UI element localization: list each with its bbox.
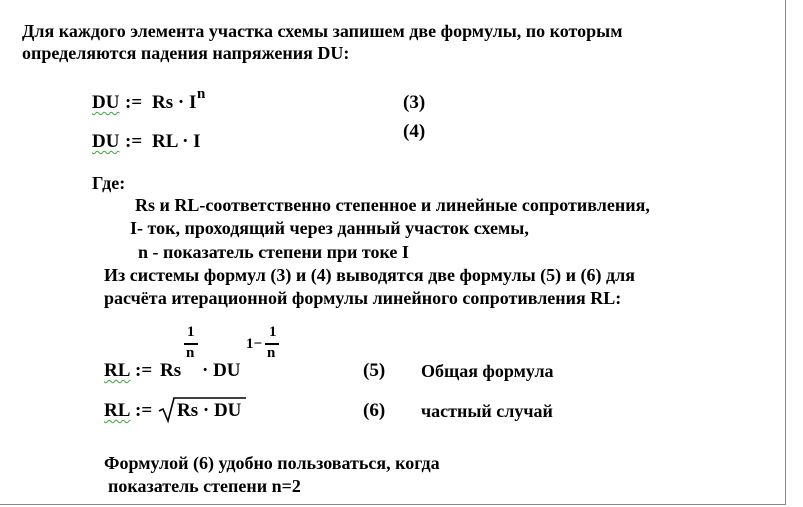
eq5-exp1-denominator: n <box>186 345 195 361</box>
eq6-assign: := <box>135 400 153 421</box>
eq5-assign: := <box>135 360 153 381</box>
eq3-number: (3) <box>403 92 426 113</box>
eq4-lhs[interactable]: DU <box>92 131 120 152</box>
eq6-note: частный случай <box>421 401 553 421</box>
eq3-exponent: n <box>197 86 206 102</box>
eq6-radicand: Rs · DU <box>177 400 242 421</box>
where-line-2: I- ток, проходящий через данный участок схемы, <box>130 218 529 238</box>
eq6-number: (6) <box>363 400 386 421</box>
eq3-lhs[interactable]: DU <box>92 92 120 113</box>
eq5-base: Rs <box>160 360 182 381</box>
derive-line-2: расчёта итерационной формулы линейного сопротивления RL: <box>104 288 622 308</box>
eq5-note: Общая формула <box>421 361 554 381</box>
eq5-number: (5) <box>363 360 386 381</box>
eq4-assign: := <box>125 131 143 152</box>
eq5-mid: · DU <box>202 360 241 381</box>
eq5-exp2-prefix: 1− <box>246 336 263 352</box>
eq5-exp2-numerator: 1 <box>269 324 277 340</box>
where-line-1: Rs и RL-соответственно степенное и линейные сопротивления, <box>135 195 650 215</box>
conclusion-line-1: Формулой (6) удобно пользоваться, когда <box>104 453 440 473</box>
eq5-exp2-denominator: n <box>267 345 276 361</box>
where-line-3: n - показатель степени при токе I <box>138 242 409 262</box>
eq4-number: (4) <box>403 121 426 142</box>
eq4-rhs: RL · I <box>152 131 201 152</box>
eq5-exp1-numerator: 1 <box>187 324 195 340</box>
intro-line-1: Для каждого элемента участка схемы запишем две формулы, по которым <box>22 21 623 41</box>
eq6-lhs[interactable]: RL <box>104 400 131 421</box>
derive-line-1: Из системы формул (3) и (4) выводятся две формулы (5) и (6) для <box>104 265 635 285</box>
eq5-lhs[interactable]: RL <box>104 360 131 381</box>
eq3-assign: := <box>125 92 143 113</box>
eq3-rhs: Rs · I <box>152 92 197 113</box>
intro-line-2: определяются падения напряжения DU: <box>22 43 350 63</box>
where-heading: Где: <box>92 173 126 193</box>
conclusion-line-2: показатель степени n=2 <box>108 476 301 496</box>
